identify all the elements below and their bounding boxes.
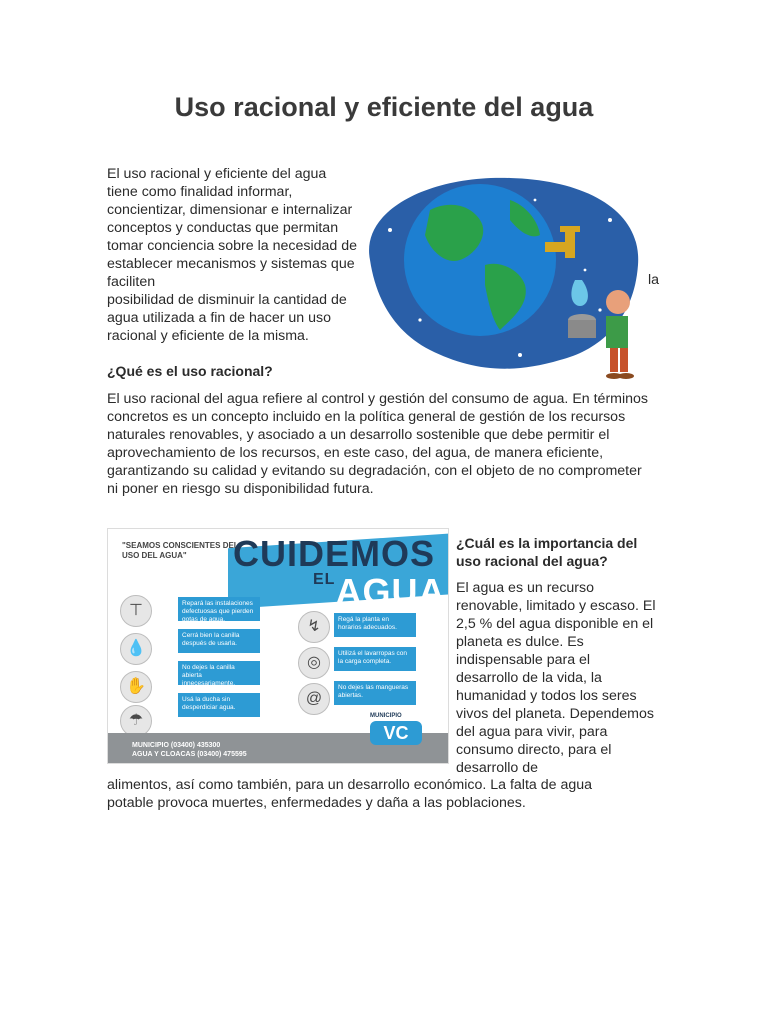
poster-tip: Cerrá bien la canilla después de usarla.: [178, 629, 260, 653]
poster-footer-line1: MUNICIPIO (03400) 435300: [132, 742, 221, 749]
water-drop-icon: 💧: [120, 633, 152, 665]
importancia-paragraph: El agua es un recurso renovable, limitado y escaso. El 2,5 % del agua disponible en el planeta es dulce. Es indispensable para el desarrollo de la vida, la humanidad y todos los seres vivos del planeta. Dependemos del agua para vivir, para consumo directo, para el desarrollo de: [456, 580, 656, 776]
poster-footer-line2: AGUA Y CLOACAS (03400) 475595: [132, 751, 247, 758]
heading-uso-racional: ¿Qué es el uso racional?: [107, 363, 273, 379]
earth-faucet-image: [360, 170, 642, 388]
uso-racional-paragraph: El uso racional del agua refiere al control y gestión del consumo de agua. En términos concretos es un concepto incluido en la política general de gestión de los recursos naturales renovables, y asociado a un desarrollo sostenible que debe permitir el aprovechamiento de los recursos, en este caso, del agua, de manera eficiente, garantizando su calidad y evitando su degradación, con el objeto de no comprometer ni poner en riesgo su disponibilidad futura.: [107, 391, 649, 497]
poster-title-line1: CUIDEMOS: [233, 533, 436, 574]
intro-text: El uso racional y eficiente del agua tiene como finalidad informar, concientizar, dimensionar e internalizar conceptos y conductas que permitan tomar conciencia sobre la necesidad de establecer mecanismos y sistemas que faciliten: [107, 166, 358, 290]
poster-footer-phones: [132, 741, 247, 759]
importancia-paragraph-continued: alimentos, así como también, para un desarrollo económico. La falta de agua potable provoca muertes, enfermedades y daña a las poblaciones.: [107, 777, 593, 811]
cuidemos-el-agua-poster: [107, 528, 449, 764]
poster-tip: Repará las instalaciones defectuosas que pierden gotas de agua.: [178, 597, 260, 621]
poster-slogan: "SEAMOS CONSCIENTES DEL USO DEL AGUA": [122, 541, 239, 560]
page-title: Uso racional y eficiente del agua: [174, 92, 594, 122]
hand-icon: ✋: [120, 671, 152, 703]
poster-tip: Usá la ducha sin desperdiciar agua.: [178, 693, 260, 717]
intro-tail-word: la: [648, 272, 660, 288]
intro-continued-text: posibilidad de disminuir la cantidad de agua utilizada a fin de hacer un uso racional y eficiente de la misma.: [107, 292, 347, 344]
poster-title-line2-prefix: EL: [313, 571, 336, 588]
municipio-logo: [362, 713, 436, 759]
poster-tip: Regá la planta en horarios adecuados.: [334, 613, 416, 637]
faucet-icon: ⊤: [120, 595, 152, 627]
spiral-hose-icon: @: [298, 683, 330, 715]
intro-paragraph: [107, 165, 357, 345]
heading-importancia: ¿Cuál es la importancia del uso racional del agua?: [456, 535, 638, 569]
shower-icon: ☂: [120, 705, 152, 737]
poster-title-line2: [313, 571, 445, 613]
municipio-logo-label: MUNICIPIO: [370, 713, 402, 719]
hose-icon: ↯: [298, 611, 330, 643]
poster-tip: Utilizá el lavarropas con la carga completa.: [334, 647, 416, 671]
poster-tip: No dejes la canilla abierta innecesariamente.: [178, 661, 260, 685]
poster-title-line2-word: AGUA: [335, 571, 446, 612]
poster-tip: No dejes las mangueras abiertas.: [334, 681, 416, 705]
washing-machine-icon: ◎: [298, 647, 330, 679]
earth-faucet-illustration: [360, 170, 642, 388]
municipio-logo-mark: VC: [370, 721, 422, 745]
